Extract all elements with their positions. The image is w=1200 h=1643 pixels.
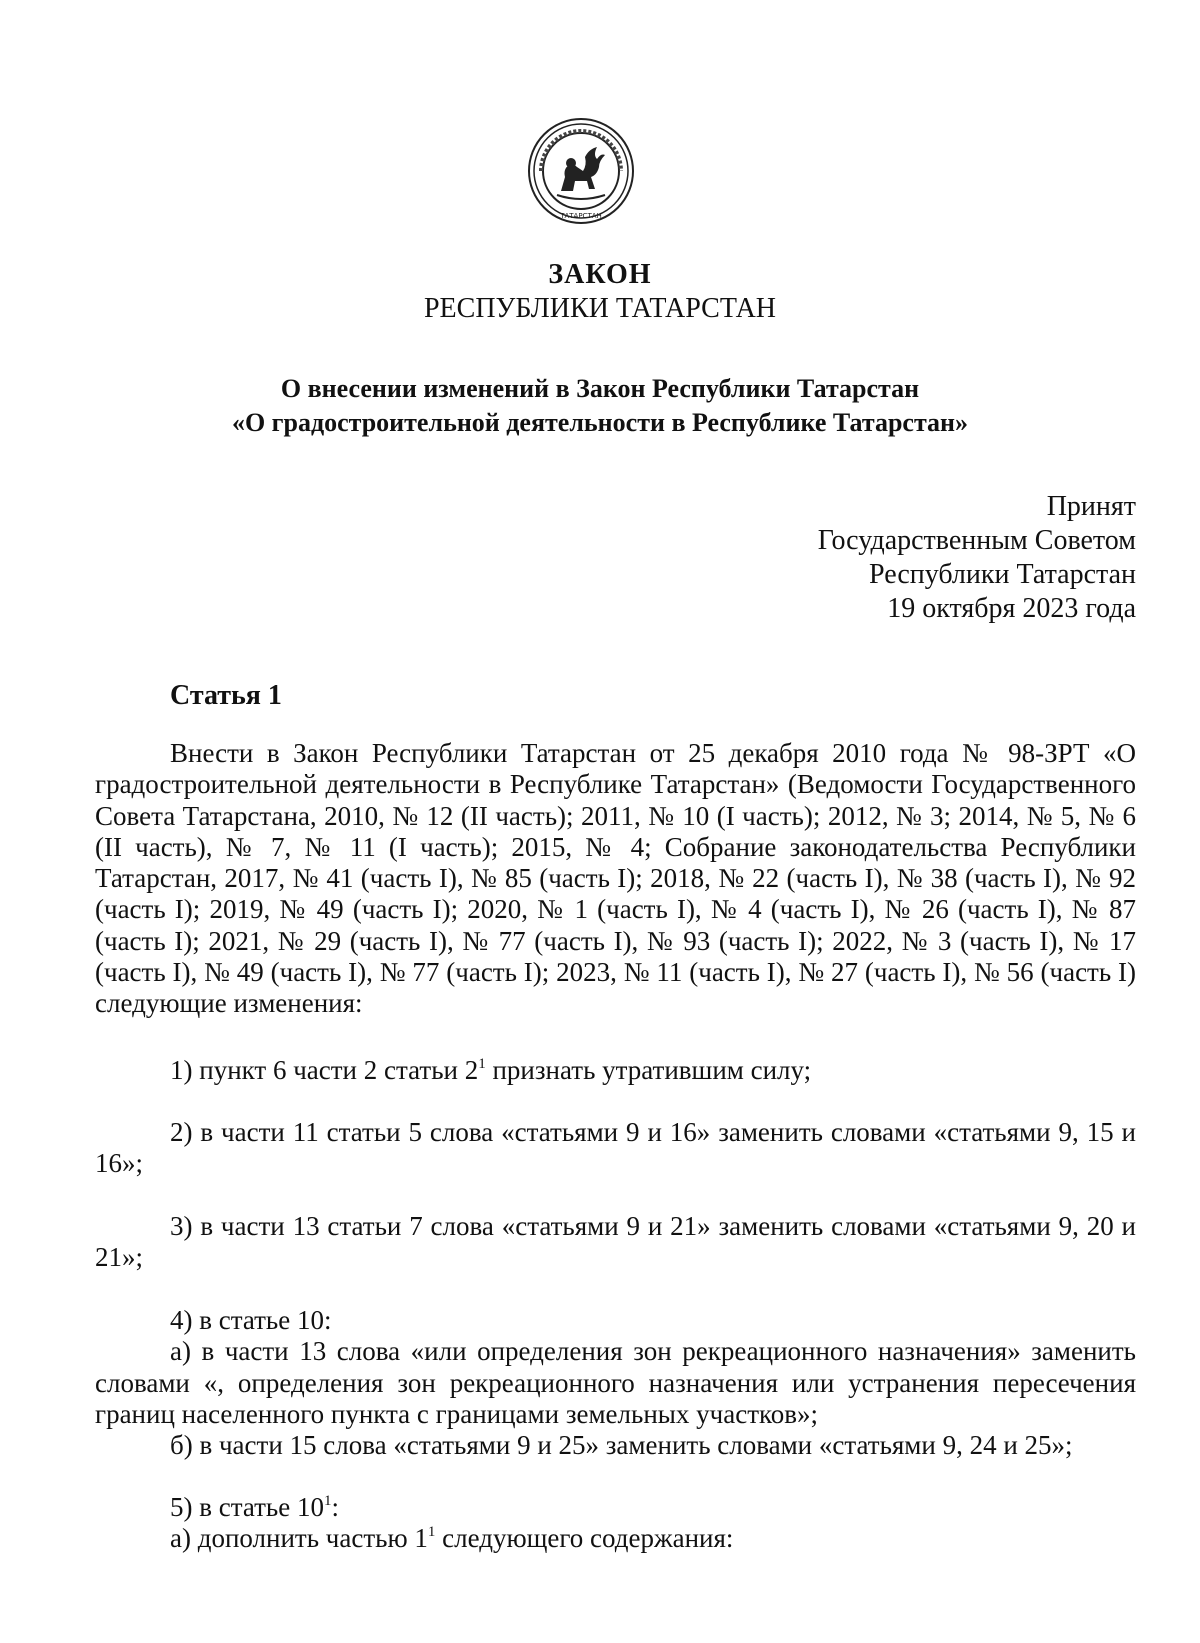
item-4-heading: 4) в статье 10: [170, 1305, 332, 1335]
article-heading: Статья 1 [170, 680, 282, 711]
adoption-line-3: Республики Татарстан [869, 559, 1136, 590]
item-1-text-a: 1) пункт 6 части 2 статьи 2 [170, 1055, 479, 1085]
item-1-superscript: 1 [478, 1056, 486, 1072]
item-5-subitem-a [95, 1523, 1136, 1554]
adoption-line-2: Государственным Советом [817, 525, 1136, 556]
intro-paragraph: Внести в Закон Республики Татарстан от 25 декабря 2010 года № 98-ЗРТ «О градостроительной деятельности в Республике Татарстан» (Ведомости Государственного Совета Татарстана, 2010, № 12 (II часть); 2011, № 10 (I часть); 2012, № 3; 2014, № 5, № 6 (II часть), № 7, № 11 (I часть); 2015, № 4; Собрание законодательства Республики Татарстан, 2017, № 41 (часть I), № 85 (часть I); 2018, № 22 (часть I), № 38 (часть I), № 92 (часть I); 2019, № 49 (часть I); 2020, № 1 (часть I), № 4 (часть I), № 26 (часть I), № 87 (часть I); 2021, № 29 (часть I), № 77 (часть I), № 93 (часть I); 2022, № 3 (часть I), № 17 (часть I), № 49 (часть I), № 77 (часть I); 2023, № 11 (часть I), № 27 (часть I), № 56 (часть I) следующие изменения: [95, 738, 1136, 1019]
item-5a-superscript: 1 [427, 1524, 436, 1541]
amendment-item-4 [95, 1305, 1136, 1461]
coat-of-arms-icon [527, 117, 635, 225]
law-title [0, 258, 1200, 326]
item-3-paragraph: 3) в части 13 статьи 7 слова «статьями 9 и 21» заменить словами «статьями 9, 20 и 21»; [95, 1211, 1136, 1273]
adoption-line-1: Принят [1046, 491, 1136, 522]
item-5-heading [95, 1492, 1136, 1523]
amendment-item-2 [95, 1117, 1136, 1180]
item-5-superscript: 1 [323, 1493, 332, 1509]
law-name-line-1: О внесении изменений в Закон Республики Татарстан [280, 374, 920, 403]
amendment-item-5 [95, 1492, 1136, 1555]
svg-text:ТАТАРСТАН: ТАТАРСТАН [560, 212, 602, 220]
item-1-text-b: признать утратившим силу; [485, 1055, 812, 1085]
item-5-text-b: : [331, 1492, 339, 1522]
law-subtitle: РЕСПУБЛИКИ ТАТАРСТАН [423, 293, 777, 324]
item-5a-text-a: а) дополнить частью 1 [170, 1523, 428, 1554]
law-name-line-2: «О градостроительной деятельности в Республике Татарстан» [231, 408, 969, 437]
item-1-paragraph [95, 1055, 1136, 1086]
item-4-subitem-b: б) в части 15 слова «статьями 9 и 25» заменить словами «статьями 9, 24 и 25»; [170, 1430, 1073, 1461]
law-word: ЗАКОН [548, 259, 652, 290]
adoption-note [818, 490, 1136, 626]
item-5a-text-b: следующего содержания: [435, 1523, 734, 1554]
item-4-subitem-a: а) в части 13 слова «или определения зон рекреационного назначения» заменить словами «, определения зон рекреационного назначения или устранения пересечения границ населенного пункта с границами земельных участков»; [95, 1336, 1136, 1429]
law-name [0, 372, 1200, 440]
amendment-item-1 [95, 1055, 1136, 1086]
adoption-date: 19 октября 2023 года [887, 593, 1136, 624]
item-2-paragraph: 2) в части 11 статьи 5 слова «статьями 9 и 16» заменить словами «статьями 9, 15 и 16»; [95, 1117, 1136, 1179]
item-5-text-a: 5) в статье 10 [170, 1492, 324, 1522]
article-intro [95, 738, 1136, 1020]
amendment-item-3 [95, 1211, 1136, 1274]
